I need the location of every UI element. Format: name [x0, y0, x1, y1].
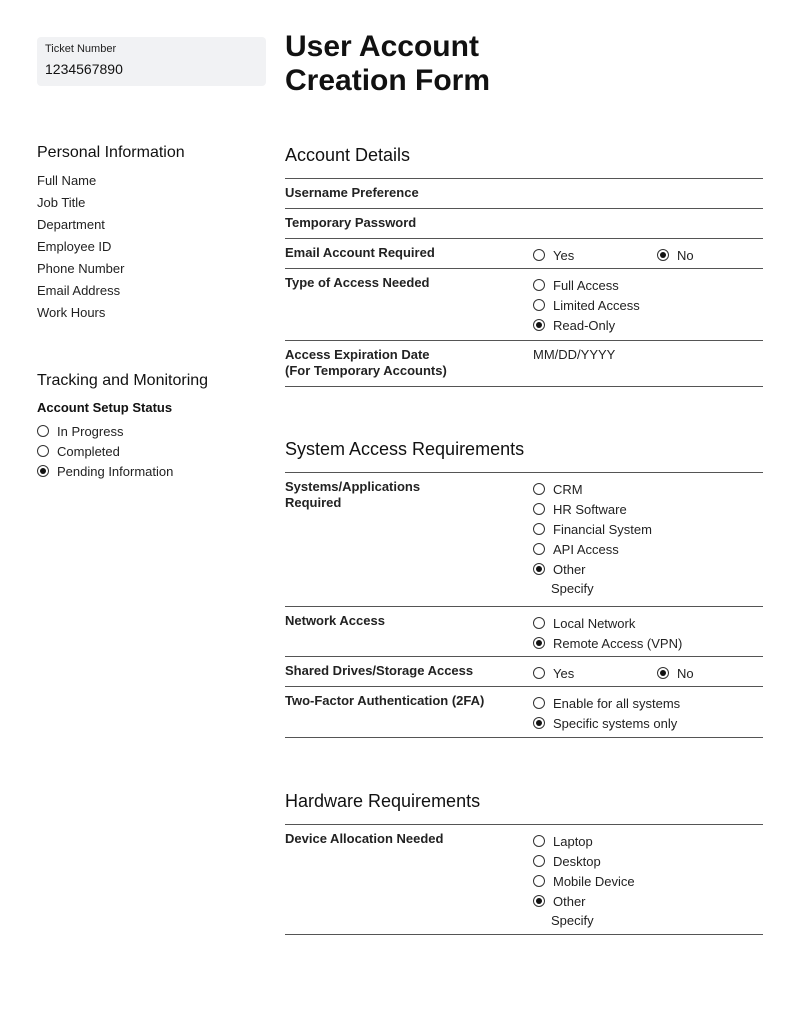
personal-field-phone-number[interactable]: Phone Number — [37, 261, 125, 276]
row-access-type — [285, 269, 763, 341]
row-email-required — [285, 239, 763, 269]
radio-selected-icon[interactable] — [533, 319, 545, 331]
row-temp-password[interactable] — [285, 209, 763, 239]
account-details-heading: Account Details — [285, 145, 411, 165]
page-title-line-2: Creation Form — [285, 64, 491, 97]
option-label: Limited Access — [553, 297, 640, 313]
left-column — [37, 144, 267, 481]
expiration-date-label-line-1: Access Expiration Date — [285, 347, 430, 362]
radio-selected-icon[interactable] — [657, 667, 669, 679]
access-full-option[interactable] — [533, 275, 763, 295]
tracking-heading: Tracking and Monitoring — [37, 372, 209, 389]
account-details-table — [285, 178, 763, 387]
option-label: API Access — [553, 541, 619, 557]
email-required-options — [533, 245, 763, 261]
expiration-date-label-line-2: (For Temporary Accounts) — [285, 363, 447, 378]
option-label: Other — [553, 893, 586, 909]
ticket-number-label: Ticket Number — [45, 43, 117, 55]
option-label: Financial System — [553, 521, 652, 537]
radio-icon[interactable] — [533, 299, 545, 311]
row-device-allocation — [285, 825, 763, 935]
radio-selected-icon[interactable] — [533, 637, 545, 649]
option-label: Mobile Device — [553, 873, 635, 889]
radio-icon[interactable] — [533, 483, 545, 495]
status-option-label: In Progress — [57, 423, 124, 439]
radio-selected-icon[interactable] — [533, 563, 545, 575]
personal-field-work-hours[interactable]: Work Hours — [37, 305, 106, 320]
network-vpn-option[interactable] — [533, 633, 763, 653]
account-details-section — [285, 144, 763, 387]
app-api-access-option[interactable] — [533, 539, 763, 559]
radio-icon[interactable] — [37, 445, 49, 457]
systems-applications-label-line-1: Systems/Applications — [285, 479, 421, 494]
email-required-label: Email Account Required — [285, 245, 435, 260]
shared-no-option[interactable] — [657, 663, 694, 683]
radio-icon[interactable] — [533, 249, 545, 261]
row-network-access — [285, 607, 763, 657]
access-type-label: Type of Access Needed — [285, 275, 430, 290]
device-allocation-label: Device Allocation Needed — [285, 831, 444, 846]
radio-icon[interactable] — [533, 697, 545, 709]
personal-field-job-title[interactable]: Job Title — [37, 195, 86, 210]
expiration-date-label — [285, 347, 533, 379]
app-crm-option[interactable] — [533, 479, 763, 499]
row-expiration-date — [285, 341, 763, 387]
radio-icon[interactable] — [533, 875, 545, 887]
radio-selected-icon[interactable] — [533, 895, 545, 907]
row-systems-applications — [285, 473, 763, 607]
radio-icon[interactable] — [533, 523, 545, 535]
page-title — [285, 30, 585, 98]
app-other-specify-field[interactable]: Specify — [551, 581, 594, 596]
device-other-option[interactable] — [533, 891, 763, 911]
option-label: CRM — [553, 481, 583, 497]
page-title-line-1: User Account — [285, 30, 479, 63]
expiration-date-input[interactable]: MM/DD/YYYY — [533, 347, 616, 362]
option-label: No — [677, 247, 694, 263]
device-mobile-option[interactable] — [533, 871, 763, 891]
status-option-label: Pending Information — [57, 463, 174, 479]
option-label: Yes — [553, 247, 575, 263]
personal-info-list — [37, 170, 267, 324]
temp-password-value[interactable] — [533, 215, 763, 231]
personal-info-heading: Personal Information — [37, 144, 185, 161]
app-financial-system-option[interactable] — [533, 519, 763, 539]
personal-field-email-address[interactable]: Email Address — [37, 283, 121, 298]
systems-applications-label-line-2: Required — [285, 495, 342, 510]
option-label: Full Access — [553, 277, 619, 293]
option-label: Enable for all systems — [553, 695, 681, 711]
radio-selected-icon[interactable] — [657, 249, 669, 261]
status-option-label: Completed — [57, 443, 120, 459]
radio-selected-icon[interactable] — [533, 717, 545, 729]
device-laptop-option[interactable] — [533, 831, 763, 851]
personal-field-employee-id[interactable]: Employee ID — [37, 239, 112, 254]
radio-icon[interactable] — [37, 425, 49, 437]
temp-password-label: Temporary Password — [285, 215, 417, 230]
systems-applications-options — [533, 479, 763, 599]
setup-status-heading: Account Setup Status — [37, 400, 173, 415]
device-allocation-options — [533, 831, 763, 927]
row-username[interactable] — [285, 179, 763, 209]
option-label: Laptop — [553, 833, 593, 849]
two-factor-options — [533, 693, 763, 730]
row-shared-drives — [285, 657, 763, 687]
radio-icon[interactable] — [533, 543, 545, 555]
tracking-section — [37, 372, 267, 481]
radio-icon[interactable] — [533, 835, 545, 847]
radio-selected-icon[interactable] — [37, 465, 49, 477]
option-label: Local Network — [553, 615, 636, 631]
ticket-number-box — [37, 37, 266, 86]
app-other-option[interactable] — [533, 559, 763, 579]
hardware-table — [285, 824, 763, 935]
username-label: Username Preference — [285, 185, 419, 200]
shared-drives-options — [533, 663, 763, 679]
radio-icon[interactable] — [533, 617, 545, 629]
option-label: Read-Only — [553, 317, 616, 333]
hardware-heading: Hardware Requirements — [285, 791, 481, 811]
personal-field-department[interactable]: Department — [37, 217, 105, 232]
network-local-option[interactable] — [533, 613, 763, 633]
radio-icon[interactable] — [533, 855, 545, 867]
hardware-section — [285, 790, 763, 935]
option-label: HR Software — [553, 501, 627, 517]
access-limited-option[interactable] — [533, 295, 763, 315]
email-yes-option[interactable] — [533, 245, 657, 265]
option-label: Remote Access (VPN) — [553, 635, 683, 651]
radio-icon[interactable] — [533, 503, 545, 515]
network-access-options — [533, 613, 763, 649]
personal-field-full-name[interactable]: Full Name — [37, 173, 97, 188]
system-access-section — [285, 438, 763, 738]
tfa-specific-systems-option[interactable] — [533, 713, 763, 733]
shared-yes-option[interactable] — [533, 663, 657, 683]
tfa-all-systems-option[interactable] — [533, 693, 763, 713]
access-type-options — [533, 275, 763, 333]
option-label: Desktop — [553, 853, 601, 869]
status-option-completed[interactable] — [37, 441, 267, 461]
app-hr-software-option[interactable] — [533, 499, 763, 519]
row-two-factor — [285, 687, 763, 738]
two-factor-label: Two-Factor Authentication (2FA) — [285, 693, 485, 708]
radio-icon[interactable] — [533, 667, 545, 679]
status-option-in-progress[interactable] — [37, 421, 267, 441]
systems-applications-label — [285, 479, 533, 599]
option-label: No — [677, 665, 694, 681]
option-label: Other — [553, 561, 586, 577]
network-access-label: Network Access — [285, 613, 385, 628]
device-desktop-option[interactable] — [533, 851, 763, 871]
option-label: Specific systems only — [553, 715, 678, 731]
access-readonly-option[interactable] — [533, 315, 763, 335]
username-value[interactable] — [533, 185, 763, 201]
shared-drives-label: Shared Drives/Storage Access — [285, 663, 474, 678]
device-other-specify-field[interactable]: Specify — [551, 913, 594, 928]
system-access-heading: System Access Requirements — [285, 439, 525, 459]
system-access-table — [285, 472, 763, 738]
email-no-option[interactable] — [657, 245, 694, 265]
radio-icon[interactable] — [533, 279, 545, 291]
status-option-pending[interactable] — [37, 461, 267, 481]
ticket-number-value[interactable]: 1234567890 — [45, 61, 123, 77]
option-label: Yes — [553, 665, 575, 681]
